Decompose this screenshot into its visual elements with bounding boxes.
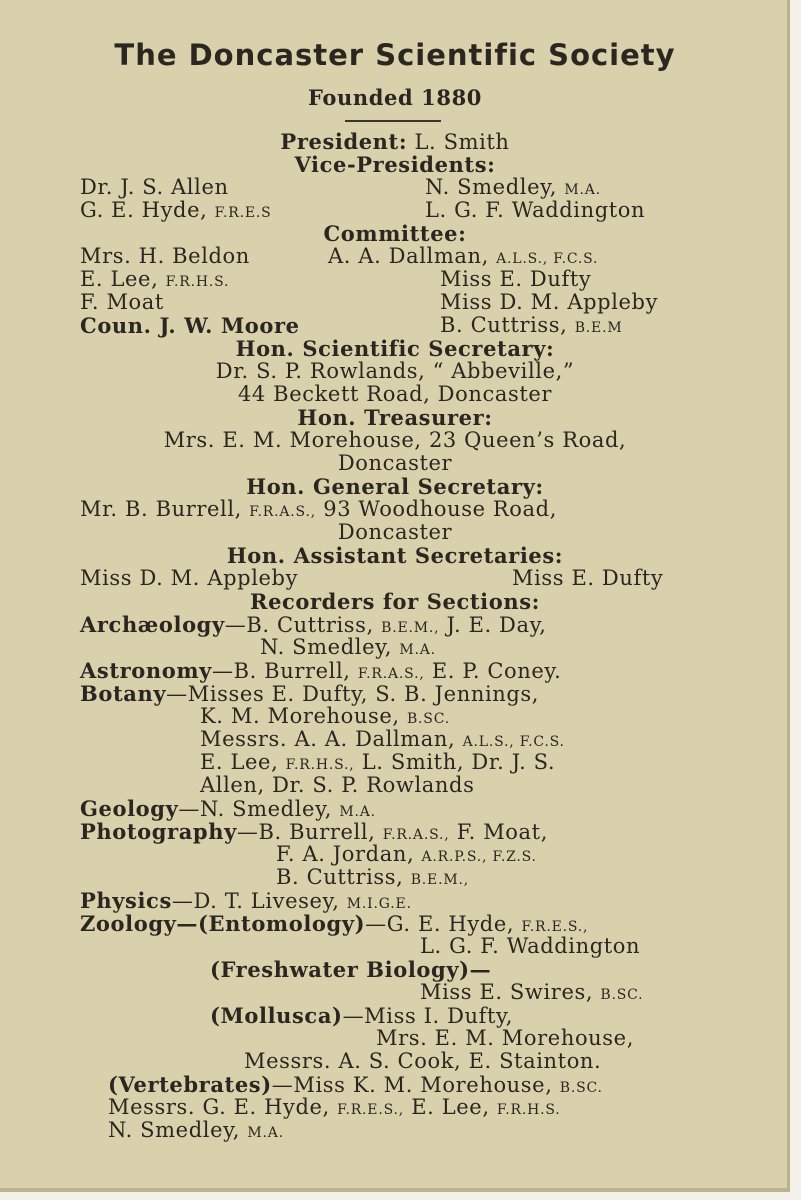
- recorder-suffix: M.A.: [399, 642, 436, 658]
- recorder-text: N. Smedley,: [260, 635, 393, 659]
- vice-presidents-heading: Vice-Presidents:: [294, 152, 496, 177]
- recorder-text: —B. Burrell,: [212, 659, 351, 683]
- recorder-text: J. E. Day,: [446, 613, 547, 637]
- vp-suffix: M.A.: [564, 182, 601, 198]
- scientific-secretary-line-1: Dr. S. P. Rowlands, “ Abbeville,”: [215, 359, 575, 383]
- section-label: Photography: [80, 819, 237, 844]
- recorder-text: —Misses E. Dufty, S. B. Jennings,: [166, 682, 540, 706]
- recorder-text: K. M. Morehouse,: [200, 704, 400, 728]
- committee-b-3: Miss D. M. Appleby: [440, 290, 659, 314]
- secretary-address: 93 Woodhouse Road,: [323, 497, 557, 521]
- treasurer-line-1: Mrs. E. M. Morehouse, 23 Queen’s Road,: [163, 428, 627, 452]
- section-label: Zoology—(Entomology): [80, 911, 366, 936]
- treasurer-line-2: Doncaster: [337, 451, 453, 475]
- recorder-text: Messrs. A. A. Dallman,: [200, 727, 456, 751]
- recorder-suffix: F.R.E.S.,: [521, 919, 589, 935]
- recorder-text: —B. Burrell,: [236, 820, 376, 844]
- recorder-text: —D. T. Livesey,: [171, 889, 340, 913]
- section-label: Archæology: [80, 612, 225, 637]
- member-name: A. A. Dallman,: [328, 244, 489, 268]
- member-suffix: F.R.H.S.: [165, 274, 230, 290]
- section-label: Physics: [80, 888, 172, 913]
- member-suffix: B.E.M: [574, 320, 623, 336]
- secretary-suffix: F.R.A.S.,: [249, 504, 316, 520]
- recorder-suffix: F.R.A.S.,: [357, 666, 425, 682]
- committee-b-2: Miss E. Dufty: [440, 267, 592, 291]
- mollusca-line-2: Mrs. E. M. Morehouse,: [376, 1026, 634, 1050]
- recorder-suffix: F.R.E.S.,: [337, 1102, 404, 1118]
- vp-suffix: F.R.E.S: [214, 205, 272, 221]
- member-suffix: A.L.S., F.C.S.: [496, 251, 599, 267]
- recorder-suffix: B.E.M.,: [381, 620, 440, 636]
- recorder-suffix: B.SC.: [559, 1080, 603, 1096]
- freshwater-label: (Freshwater Biology)—: [210, 957, 492, 982]
- recorder-suffix: M.I.G.E.: [346, 896, 412, 912]
- vertebrates-line-3: [108, 1119, 284, 1145]
- assistant-secretary-left: Miss D. M. Appleby: [80, 566, 299, 590]
- committee-a-4: Coun. J. W. Moore: [80, 313, 300, 338]
- vice-president-right-2: L. G. F. Waddington: [425, 198, 646, 222]
- recorder-suffix: F.R.H.S.: [496, 1102, 561, 1118]
- committee-a-1: Mrs. H. Beldon: [80, 244, 250, 268]
- recorder-suffix: M.A.: [247, 1125, 284, 1141]
- recorder-suffix: B.SC.: [406, 711, 450, 727]
- recorder-text: —G. E. Hyde,: [365, 912, 515, 936]
- recorder-text: L. Smith, Dr. J. S.: [361, 750, 556, 774]
- recorders-heading: Recorders for Sections:: [250, 589, 540, 614]
- committee-heading: Committee:: [323, 221, 467, 246]
- botany-line-1: [80, 682, 539, 706]
- recorder-suffix: F.R.A.S.,: [382, 827, 450, 843]
- secretary-name: Mr. B. Burrell,: [80, 497, 242, 521]
- mollusca-line-1: [210, 1004, 513, 1028]
- committee-a-3: F. Moat: [80, 290, 164, 314]
- general-secretary-line-2: Doncaster: [337, 520, 453, 544]
- vice-president-left-1: Dr. J. S. Allen: [80, 175, 229, 199]
- section-label: Botany: [80, 681, 167, 706]
- section-label: (Vertebrates): [108, 1072, 272, 1097]
- member-name: B. Cuttriss,: [440, 313, 568, 337]
- botany-line-5: Allen, Dr. S. P. Rowlands: [200, 773, 475, 797]
- founded-line: Founded 1880: [308, 85, 482, 110]
- recorder-text: E. Lee,: [200, 750, 279, 774]
- recorder-text: —Miss I. Dufty,: [342, 1004, 513, 1028]
- general-secretary-heading: Hon. General Secretary:: [246, 474, 544, 499]
- recorder-suffix: B.SC.: [600, 987, 644, 1003]
- recorder-suffix: A.L.S., F.C.S.: [462, 734, 565, 750]
- recorder-text: Messrs. G. E. Hyde,: [108, 1095, 330, 1119]
- recorder-suffix: A.R.P.S., F.Z.S.: [421, 849, 537, 865]
- assistant-secretaries-heading: Hon. Assistant Secretaries:: [226, 543, 564, 568]
- recorder-suffix: F.R.H.S.,: [285, 757, 355, 773]
- assistant-secretary-right: Miss E. Dufty: [512, 566, 664, 590]
- recorder-text: —Miss K. M. Morehouse,: [271, 1073, 553, 1097]
- member-name: E. Lee,: [80, 267, 159, 291]
- vp-name: N. Smedley,: [425, 175, 558, 199]
- president-label: President:: [280, 129, 408, 154]
- vp-name: G. E. Hyde,: [80, 198, 208, 222]
- title-rule: [345, 120, 441, 122]
- recorder-text: B. Cuttriss,: [276, 865, 404, 889]
- mollusca-line-3: Messrs. A. S. Cook, E. Stainton.: [244, 1049, 602, 1073]
- section-label: Geology: [80, 796, 179, 821]
- zoology-line-2: L. G. F. Waddington: [420, 934, 641, 958]
- scientific-secretary-line-2: 44 Beckett Road, Doncaster: [237, 382, 553, 406]
- recorder-text: —B. Cuttriss,: [224, 613, 374, 637]
- president-name: L. Smith: [414, 130, 510, 154]
- recorder-suffix: B.E.M.,: [410, 872, 469, 888]
- recorder-text: F. Moat,: [456, 820, 548, 844]
- recorder-text: F. A. Jordan,: [276, 842, 415, 866]
- recorder-text: N. Smedley,: [108, 1118, 241, 1142]
- section-label: (Mollusca): [210, 1003, 343, 1028]
- recorder-text: E. Lee,: [411, 1095, 490, 1119]
- society-title: The Doncaster Scientific Society: [114, 38, 676, 72]
- recorder-text: Miss E. Swires,: [420, 980, 594, 1004]
- recorder-text: —N. Smedley,: [178, 797, 333, 821]
- section-label: Astronomy: [80, 658, 212, 683]
- scientific-secretary-heading: Hon. Scientific Secretary:: [235, 336, 555, 361]
- treasurer-heading: Hon. Treasurer:: [297, 405, 493, 430]
- recorder-text: E. P. Coney.: [431, 659, 562, 683]
- recorder-suffix: M.A.: [339, 804, 376, 820]
- president-line: [0, 130, 790, 154]
